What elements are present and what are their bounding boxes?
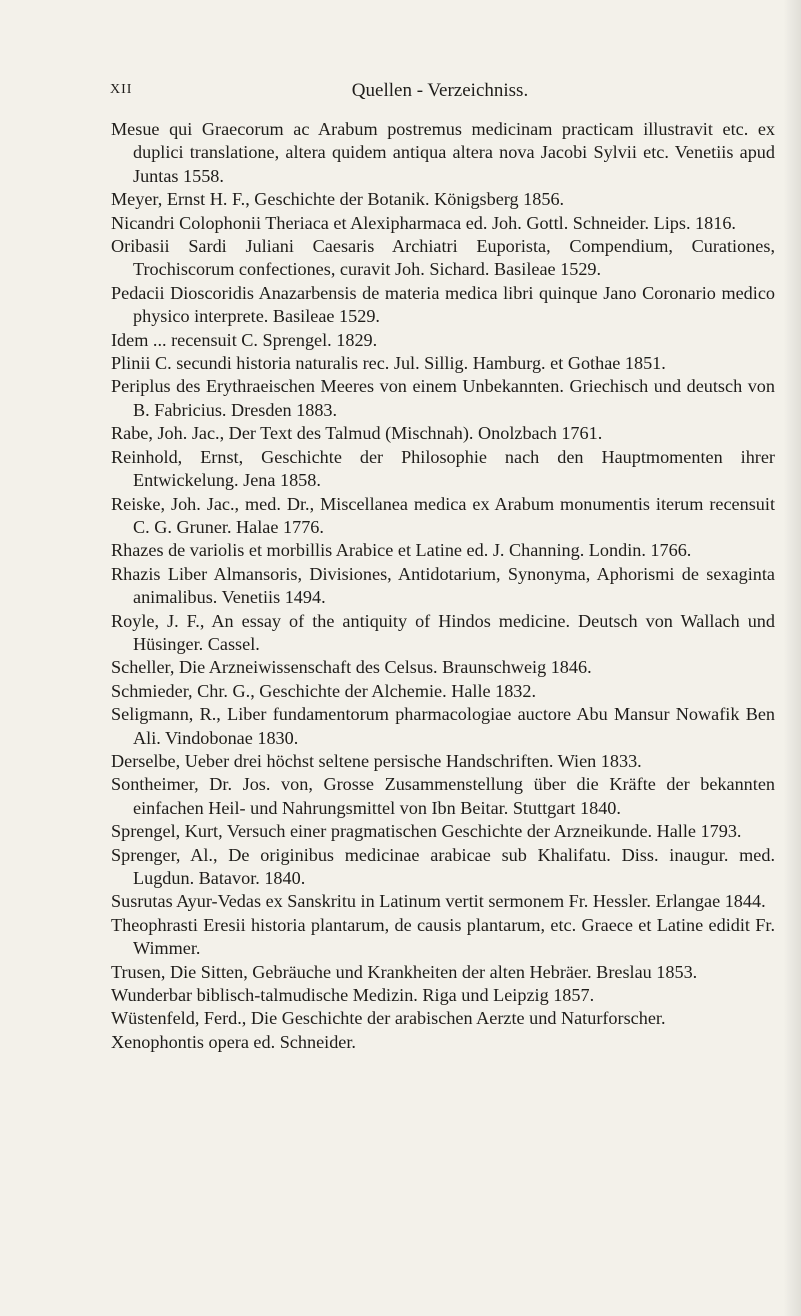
bibliography-entry: Plinii C. secundi historia naturalis rec. Jul. Sillig. Hamburg. et Gothae 1851.	[111, 353, 666, 374]
bibliography-entry: Oribasii Sardi Juliani Caesaris Archiatri Euporista, Compendium, Curationes, Trochiscorum confectiones, curavit Joh. Sichard. Basileae 1529.	[111, 236, 775, 280]
bibliography-entry: Rabe, Joh. Jac., Der Text des Talmud (Mischnah). Onolzbach 1761.	[111, 423, 603, 444]
bibliography-entry: Meyer, Ernst H. F., Geschichte der Botanik. Königsberg 1856.	[111, 189, 565, 210]
bibliography-entry: Sontheimer, Dr. Jos. von, Grosse Zusammenstellung über die Kräfte der bekannten einfachen Heil- und Nahrungsmittel von Ibn Beitar. Stuttgart 1840.	[111, 774, 775, 818]
bibliography-entry: Wunderbar biblisch-talmudische Medizin. Riga und Leipzig 1857.	[111, 985, 595, 1006]
bibliography-entry: Susrutas Ayur-Vedas ex Sanskritu in Latinum vertit sermonem Fr. Hessler. Erlangae 1844.	[111, 891, 766, 912]
bibliography-entry: Nicandri Colophonii Theriaca et Alexipharmaca ed. Joh. Gottl. Schneider. Lips. 1816.	[111, 212, 736, 233]
bibliography-entry: Reiske, Joh. Jac., med. Dr., Miscellanea medica ex Arabum monumentis iterum recensuit C. G. Gruner. Halae 1776.	[111, 493, 775, 537]
page-header	[110, 80, 770, 110]
bibliography-list	[111, 118, 775, 1054]
bibliography-entry: Derselbe, Ueber drei höchst seltene persische Handschriften. Wien 1833.	[111, 750, 642, 771]
bibliography-entry: Pedacii Dioscoridis Anazarbensis de materia medica libri quinque Jano Coronario medico physico interprete. Basileae 1529.	[111, 282, 775, 327]
bibliography-entry: Idem ... recensuit C. Sprengel. 1829.	[111, 329, 378, 350]
bibliography-entry: Mesue qui Graecorum ac Arabum postremus medicinam practicam illustravit etc. ex duplici translatione, altera quidem antiqua altera nova Jacobi Sylvii etc. Venetiis apud Juntas 1558.	[111, 119, 775, 186]
bibliography-entry: Sprenger, Al., De originibus medicinae arabicae sub Khalifatu. Diss. inaugur. med. Lugdun. Batavor. 1840.	[111, 844, 775, 888]
bibliography-entry: Rhazes de variolis et morbillis Arabice et Latine ed. J. Channing. Londin. 1766.	[111, 540, 692, 561]
running-title: Quellen - Verzeichniss.	[351, 80, 529, 101]
bibliography-entry: Reinhold, Ernst, Geschichte der Philosophie nach den Hauptmomenten ihrer Entwickelung. Jena 1858.	[111, 446, 775, 491]
bibliography-entry: Xenophontis opera ed. Schneider.	[111, 1031, 356, 1052]
bibliography-entry: Sprengel, Kurt, Versuch einer pragmatischen Geschichte der Arzneikunde. Halle 1793.	[111, 821, 742, 842]
page-edge-shadow	[783, 0, 801, 1316]
page-number: XII	[110, 82, 133, 97]
bibliography-entry: Wüstenfeld, Ferd., Die Geschichte der arabischen Aerzte und Naturforscher.	[111, 1008, 666, 1029]
bibliography-entry: Rhazis Liber Almansoris, Divisiones, Antidotarium, Synonyma, Aphorismi de sexaginta animalibus. Venetiis 1494.	[111, 563, 775, 608]
bibliography-entry: Scheller, Die Arzneiwissenschaft des Celsus. Braunschweig 1846.	[111, 657, 592, 678]
bibliography-entry: Theophrasti Eresii historia plantarum, de causis plantarum, etc. Graece et Latine edidit Fr. Wimmer.	[111, 914, 775, 959]
bibliography-entry: Trusen, Die Sitten, Gebräuche und Krankheiten der alten Hebräer. Breslau 1853.	[111, 961, 698, 982]
bibliography-entry: Schmieder, Chr. G., Geschichte der Alchemie. Halle 1832.	[111, 680, 537, 701]
bibliography-entry: Seligmann, R., Liber fundamentorum pharmacologiae auctore Abu Mansur Nowafik Ben Ali. Vindobonae 1830.	[111, 704, 775, 748]
bibliography-entry: Royle, J. F., An essay of the antiquity of Hindos medicine. Deutsch von Wallach und Hüsinger. Cassel.	[111, 610, 775, 654]
bibliography-entry: Periplus des Erythraeischen Meeres von einem Unbekannten. Griechisch und deutsch von B. Fabricius. Dresden 1883.	[111, 376, 775, 420]
